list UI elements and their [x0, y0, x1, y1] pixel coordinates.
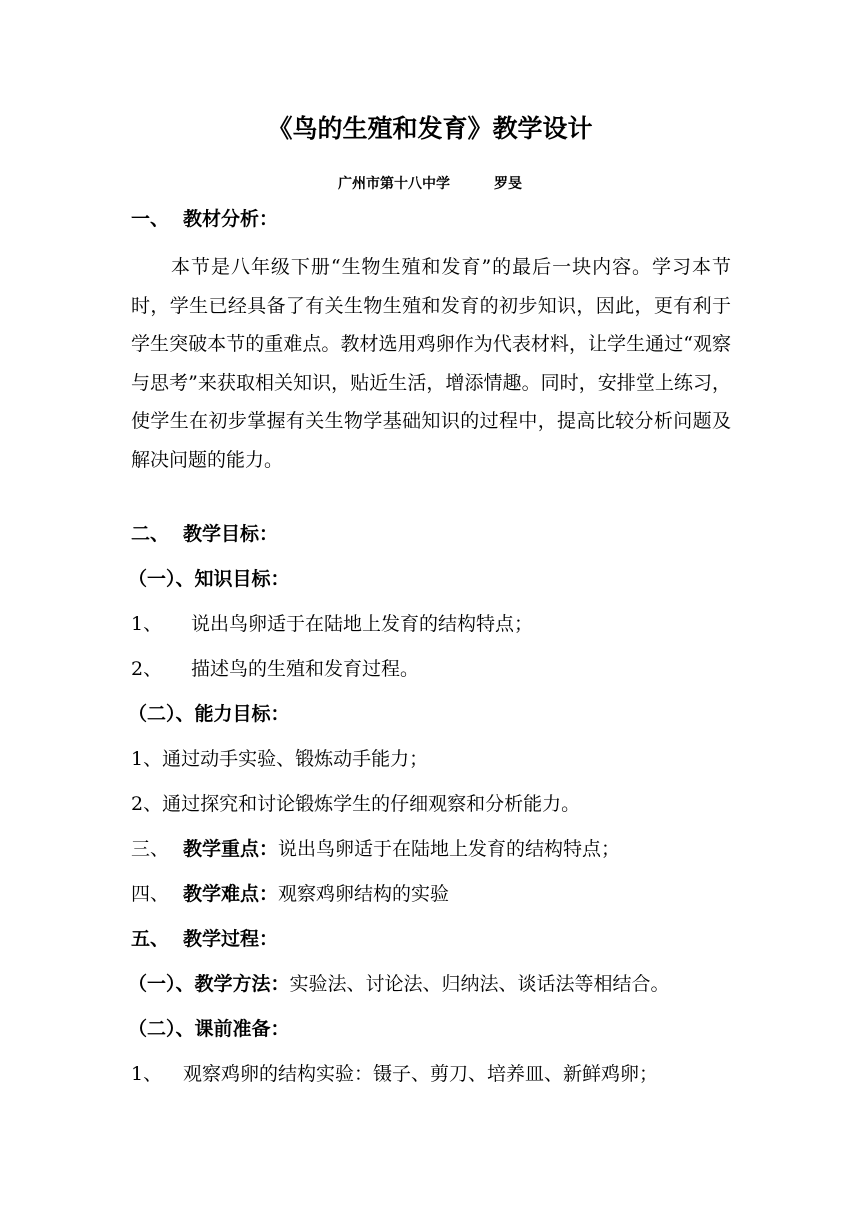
section-1-body: 本节是八年级下册“生物生殖和发育”的最后一块内容。学习本节时，学生已经具备了有关生物生殖和发育的初步知识，因此，更有利于学生突破本节的重难点。教材选用鸡卵作为代表材料，让学生通过“观察与思考”来获取相关知识，贴近生活，增添情趣。同时，安排堂上练习，使学生在初步掌握有关生物学基础知识的过程中，提高比较分析问题及解决问题的能力。: [131, 256, 731, 471]
ability-goal-item: 1、通过动手实验、锻炼动手能力；: [131, 748, 429, 770]
preparation-item: 1、 观察鸡卵的结构实验：镊子、剪刀、培养皿、新鲜鸡卵；: [131, 1063, 659, 1085]
ability-goals-heading: （二）、能力目标：: [128, 703, 290, 725]
ability-goal-item: 2、通过探究和讨论锻炼学生的仔细观察和分析能力。: [131, 793, 581, 815]
teaching-methods-line: （一）、教学方法：实验法、讨论法、归纳法、谈话法等相结合。: [128, 973, 670, 995]
document-title: 《鸟的生殖和发育》教学设计: [267, 114, 593, 143]
knowledge-goals-heading: （一）、知识目标：: [128, 568, 290, 590]
preparation-heading: （二）、课前准备：: [128, 1018, 290, 1040]
section-1-heading: 一、 教材分析：: [131, 208, 279, 230]
section-2-heading: 二、 教学目标：: [131, 523, 279, 545]
knowledge-goal-item: 2、 描述鸟的生殖和发育过程。: [131, 658, 420, 680]
school-name: 广州市第十八中学: [338, 176, 450, 192]
knowledge-goal-item: 1、 说出鸟卵适于在陆地上发育的结构特点；: [131, 613, 534, 635]
byline: [0, 174, 860, 194]
section-3-line: 三、 教学重点：说出鸟卵适于在陆地上发育的结构特点；: [131, 838, 621, 860]
author-name: 罗旻: [494, 176, 522, 192]
section-5-heading: 五、 教学过程：: [131, 928, 279, 950]
section-4-line: 四、 教学难点：观察鸡卵结构的实验: [131, 883, 450, 905]
